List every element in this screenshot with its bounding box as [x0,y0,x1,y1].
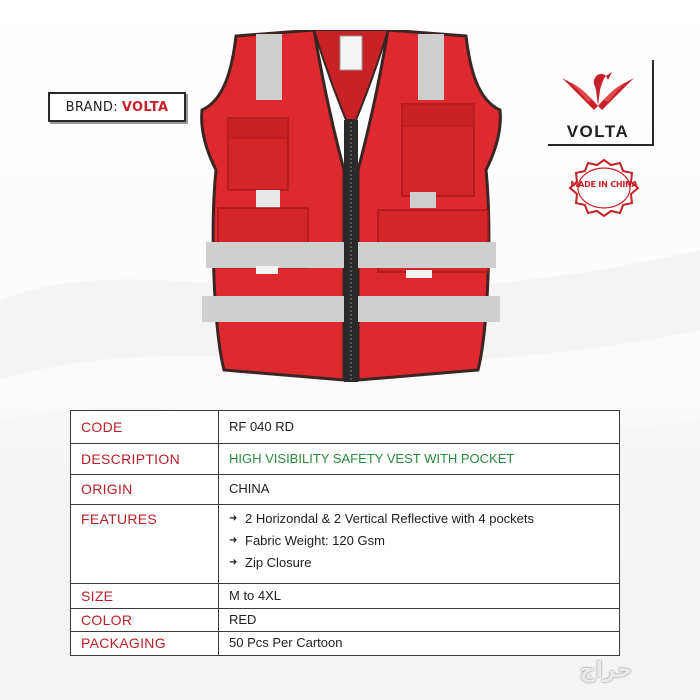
spec-table [70,410,620,656]
spec-label: DESCRIPTION [71,444,219,475]
spec-label: COLOR [71,609,219,632]
spec-row-color [71,609,620,632]
spec-value: RF 040 RD [219,411,620,444]
brand-name: VOLTA [121,99,169,115]
list-item [229,555,609,577]
feature-text: 2 Horizondal & 2 Vertical Reflective with 4 pockets [245,511,535,526]
spec-row-packaging [71,632,620,656]
spec-row-code [71,411,620,444]
spec-row-size [71,584,620,609]
logo-text: VOLTA [566,122,630,141]
spec-label: PACKAGING [71,632,219,656]
spec-value: HIGH VISIBILITY SAFETY VEST WITH POCKET [219,444,620,475]
spec-value: 50 Pcs Per Cartoon [219,632,620,656]
watermark: حراج [579,658,633,683]
logo-rule-horizontal [548,144,654,146]
safety-vest-image [196,30,506,385]
list-item [229,533,609,555]
spec-row-origin [71,475,620,505]
brand-label: BRAND: [65,99,118,115]
spec-row-description [71,444,620,475]
made-in-china-seal [566,158,642,218]
arrow-right-icon: ➜ [229,535,238,546]
arrow-right-icon: ➜ [229,557,238,568]
logo-rule-vertical [652,60,654,146]
winged-horse-icon [548,60,648,120]
features-list [229,511,609,577]
spec-row-features [71,505,620,584]
arrow-right-icon: ➜ [229,513,238,524]
feature-text: Fabric Weight: 120 Gsm [245,533,385,548]
feature-text: Zip Closure [245,555,312,570]
brand-box [48,92,186,122]
volta-logo [548,60,654,146]
spec-value: M to 4XL [219,584,620,609]
spec-value: RED [219,609,620,632]
spec-label: ORIGIN [71,475,219,505]
spec-label: SIZE [71,584,219,609]
spec-value [219,505,620,584]
spec-label: CODE [71,411,219,444]
seal-text: MADE IN CHINA [570,180,638,189]
list-item [229,511,609,533]
spec-label: FEATURES [71,505,219,584]
spec-value: CHINA [219,475,620,505]
